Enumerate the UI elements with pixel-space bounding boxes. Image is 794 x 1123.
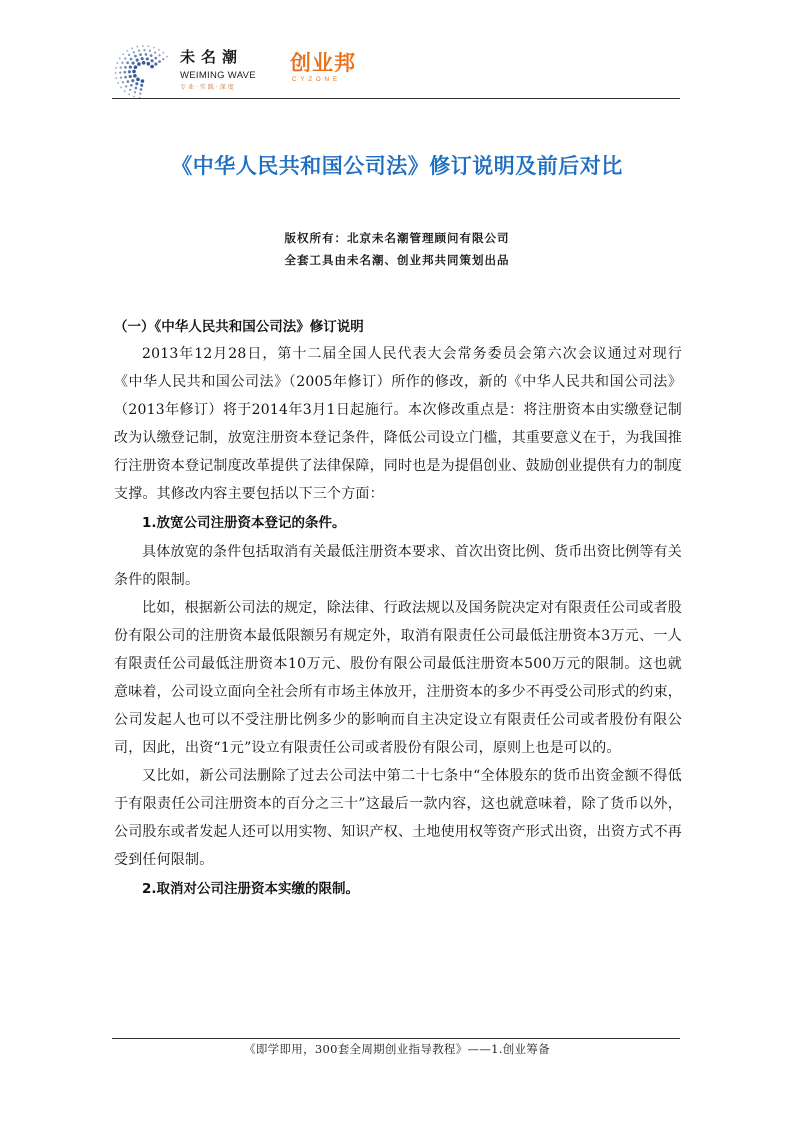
logo-dot — [136, 78, 140, 82]
logo-dot — [141, 57, 144, 60]
logo-dot — [135, 82, 138, 85]
logo-dot — [117, 82, 119, 84]
paragraph-conditions: 具体放宽的条件包括取消有关最低注册资本要求、首次出资比例、货币出资比例等有关条件的限制。 — [114, 544, 682, 588]
logo-dot — [124, 90, 126, 92]
logo-dot — [149, 50, 151, 52]
logo-dot — [128, 70, 131, 73]
logo-dot — [143, 49, 145, 51]
logo-dot — [120, 66, 122, 68]
logo-dot — [120, 86, 122, 88]
logo-dot — [129, 75, 132, 78]
copyright-block — [0, 227, 794, 271]
logo-dot — [166, 56, 168, 58]
logo-chinese-name: 未名潮 — [180, 48, 244, 66]
logo-dot — [121, 62, 123, 64]
logo-dot — [162, 58, 164, 60]
logo-dot — [128, 93, 130, 95]
logo-dot — [133, 51, 135, 53]
logo-dot — [135, 87, 138, 90]
logo-dot — [136, 59, 139, 62]
logo-dot — [129, 89, 131, 91]
logo-dot — [145, 53, 148, 56]
logo-dot — [142, 61, 146, 65]
logo-dot — [139, 92, 141, 94]
logo-dot — [154, 57, 157, 60]
logo-dot — [136, 46, 138, 48]
logo-dot — [147, 62, 151, 66]
logo-dot — [124, 57, 126, 59]
logo-dot — [124, 66, 127, 69]
logo-dot — [115, 72, 117, 74]
logo-slogan: 专业·实践·深度 — [180, 84, 236, 91]
logo-dot — [132, 70, 136, 74]
logo-dot — [139, 53, 142, 56]
logo-dot — [130, 84, 133, 87]
page-footer: 《即学即用，300套全周期创业指导教程》——1.创业筹备 — [244, 1042, 550, 1056]
cyzone-english-name: CYZONE — [292, 77, 342, 83]
logo-dot — [141, 79, 145, 83]
logo-dot — [148, 45, 150, 47]
logo-dot — [134, 65, 138, 69]
logo-dot — [140, 88, 143, 91]
logo-dot — [138, 49, 140, 51]
logo-dot — [140, 84, 143, 87]
logo-dot — [158, 54, 160, 56]
document-body — [114, 314, 682, 904]
logo-dot — [115, 67, 117, 69]
logo-dot — [158, 49, 160, 51]
weiming-wave-logo-icon — [110, 44, 174, 100]
weiming-wave-wordmark — [180, 48, 290, 92]
logo-dot — [119, 57, 121, 59]
cyzone-chinese-name: 创业邦 — [290, 51, 356, 75]
cyzone-logo — [290, 50, 368, 84]
logo-dot — [158, 60, 161, 63]
header-divider — [112, 98, 680, 99]
logo-dot — [131, 47, 133, 49]
logo-dot — [126, 61, 129, 64]
logo-dot — [137, 62, 141, 66]
logo-dot — [131, 79, 134, 82]
section-heading: （一）《中华人民共和国公司法》修订说明 — [114, 319, 364, 335]
logo-dot — [150, 59, 153, 62]
logo-dot — [115, 77, 117, 79]
logo-dot — [120, 76, 122, 78]
logo-dot — [126, 50, 128, 52]
logo-dot — [150, 65, 154, 69]
paragraph-example-1: 比如，根据新公司法的规定，除法律、行政法规以及国务院决定对有限责任公司或者股份有限公司的注册资本最低限额另有规定外，取消有限责任公司最低注册资本3万元、一人有限责任公司最低注册资本10万元、股份有限公司最低注册资本500万元的限制。这也就意味着，公司设立面向全社会所有市场主体放开，注册资本的多少不再受公司形式的约束，公司发起人也可以不受注册比例多少的影响而自主决定设立有限责任公司或者股份有限公司，因此，出资“1元”设立有限责任公司或者股份有限公司，原则上也是可以的。 — [114, 600, 682, 756]
subsection-heading-2: 2.取消对公司注册资本实缴的限制。 — [142, 881, 360, 897]
logo-dot — [153, 47, 155, 49]
logo-dot — [154, 63, 157, 66]
paragraph-example-2: 又比如，新公司法删除了过去公司法中第二十七条中“全体股东的货币出资金额不得低于有限责任公司注册资本的百分之三十”这最后一款内容，这也就意味着，除了货币以外，公司股东或者发起人还可以用实物、知识产权、土地使用权等资产形式出资，出资方式不再受到任何限制。 — [114, 768, 682, 868]
intro-paragraph: 2013年12月28日，第十二届全国人民代表大会常务委员会第六次会议通过对现行《中华人民共和国公司法》（2005年修订）所作的修改，新的《中华人民共和国公司法》（2013年修订）将于2014年3月1日起施行。本次修改重点是：将注册资本由实缴登记制改为认缴登记制，放宽注册资本登记条件，降低公司设立门槛，其重要意义在于，为我国推行注册资本登记制度改革提供了法律保障，同时也是为提倡创业、鼓励创业提供有力的制度支撑。其修改内容主要包括以下三个方面： — [114, 346, 682, 502]
logo-english-name: WEIMING WAVE — [180, 70, 256, 81]
logo-dot — [150, 54, 153, 57]
logo-dot — [124, 76, 127, 79]
logo-dot — [122, 53, 124, 55]
logo-dot — [116, 62, 118, 64]
copyright-owner: 版权所有：北京未名潮管理顾问有限公司 — [284, 231, 510, 245]
logo-dot — [127, 80, 130, 83]
footer-divider — [112, 1038, 680, 1039]
logo-dot — [134, 91, 136, 93]
logo-dot — [125, 85, 127, 87]
document-title: 《中华人民共和国公司法》修订说明及前后对比 — [171, 154, 623, 178]
logo-dot — [133, 74, 137, 78]
logo-dot — [142, 45, 144, 47]
logo-dot — [132, 61, 135, 64]
logo-dot — [130, 58, 133, 61]
logo-dot — [134, 55, 137, 58]
logo-dot — [162, 52, 164, 54]
logo-dot — [154, 51, 156, 53]
logo-dot — [128, 54, 130, 56]
page-header — [110, 38, 680, 98]
copyright-credit: 全套工具由未名潮、创业邦共同策划出品 — [284, 253, 510, 267]
logo-dot — [123, 71, 126, 74]
subsection-heading-1: 1.放宽公司注册资本登记的条件。 — [142, 515, 346, 531]
logo-dot — [146, 57, 149, 60]
logo-dot — [119, 71, 121, 73]
logo-dot — [122, 81, 124, 83]
logo-dot — [129, 66, 132, 69]
